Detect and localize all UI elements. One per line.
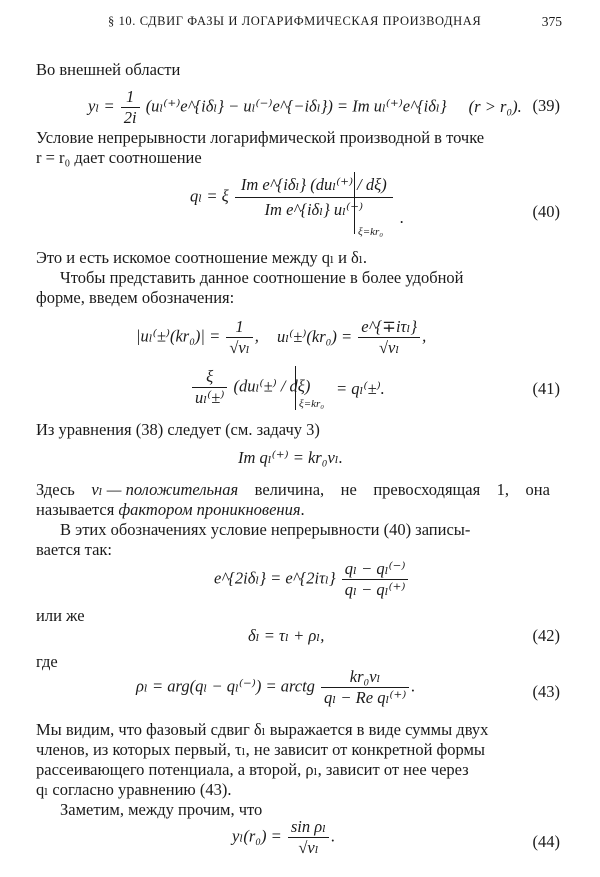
- equation-exp-relation: [214, 560, 410, 600]
- paragraph-notation-line2: форме, введем обозначения:: [36, 288, 235, 307]
- eq43-den: qₗ − Re qₗ⁽⁺⁾: [324, 687, 407, 707]
- p10a-text: Мы видим, что фазовый сдвиг δₗ выражается в виде суммы двух: [36, 720, 489, 739]
- eq44-lhs: yₗ(r₀) =: [232, 826, 282, 846]
- eq41a-left: |uₗ⁽±⁾(kr₀)| =: [136, 326, 221, 346]
- eq41a-right: uₗ⁽±⁾(kr₀) =: [276, 326, 353, 346]
- equation-41-first-line: [136, 318, 426, 358]
- eq41a-right-den: √vₗ: [378, 337, 400, 357]
- eq41b-derivative: (duₗ⁽±⁾ / dξ): [233, 376, 311, 396]
- p6a-w1: vₗ — положительная: [91, 480, 239, 499]
- eq39-lhs: yₗ =: [88, 96, 115, 116]
- eq41b-frac-num: ξ: [192, 368, 227, 388]
- paragraph-conclusion-line1: [36, 720, 550, 740]
- paragraph-notation-usage-line2: вается так:: [36, 540, 113, 559]
- paragraph-notation-usage-line1: В этих обозначениях условие непрерывности (40) записы-: [60, 520, 471, 539]
- penetration-factor-term: фактором проникновения: [118, 500, 301, 519]
- eq40-numerator: Im e^{iδₗ} (duₗ⁽⁺⁾ / dξ): [235, 174, 393, 198]
- eq44-den: √vₗ: [298, 837, 319, 857]
- eq41b-rhs: = qₗ⁽±⁾.: [336, 379, 385, 398]
- paragraph-continuity-line2: r = r₀ дает соотношение: [36, 148, 202, 167]
- paragraph-outer-region: Во внешней области: [36, 60, 181, 79]
- p6a-w5: 1,: [496, 480, 510, 499]
- eq41a-right-num: e^{∓iτₗ}: [358, 318, 420, 338]
- p10c-text: рассеивающего потенциала, а второй, ρₗ, зависит от нее через: [36, 760, 469, 779]
- equation-number-44: (44): [532, 832, 560, 851]
- eq44-dot: .: [331, 826, 336, 846]
- eq40-fraction: [235, 174, 393, 222]
- eq41b-evaluation-bar: [295, 366, 296, 410]
- equation-number-41: (41): [532, 379, 560, 398]
- eq41a-right-frac: [358, 318, 420, 358]
- p6a-w6: она: [525, 480, 550, 499]
- paragraph-note: Заметим, между прочим, что: [60, 800, 263, 819]
- eq41b-frac-den: uₗ⁽±⁾: [195, 387, 225, 407]
- paragraph-here-line2: [36, 500, 305, 520]
- equation-39: [88, 88, 522, 128]
- paragraph-or: или же: [36, 606, 85, 625]
- eq41b-frac: [192, 368, 227, 408]
- eq39-body: (uₗ⁽⁺⁾e^{iδₗ} − uₗ⁽⁻⁾e^{−iδₗ}) = Im uₗ⁽⁺⁾e^{iδₗ}: [145, 96, 447, 116]
- eq43-num: kr₀vₗ: [321, 668, 409, 688]
- p6a-w2: величина,: [254, 480, 325, 499]
- equation-42: δₗ = τₗ + ρₗ,: [248, 626, 325, 645]
- paragraph-notation-line1: Чтобы представить данное соотношение в более удобной: [60, 268, 464, 287]
- paragraph-continuity-line1: [36, 128, 550, 148]
- page-number: 375: [541, 14, 562, 29]
- p6a-w3: не: [340, 480, 357, 499]
- paragraph-conclusion-line4: qₗ согласно уравнению (43).: [36, 780, 232, 799]
- eq-exp-frac: [342, 560, 409, 600]
- equation-41-second-line: [190, 368, 310, 408]
- paragraph-conclusion-line3: [36, 760, 550, 780]
- equation-40: [190, 174, 395, 222]
- eq-exp-den: qₗ − qₗ⁽⁺⁾: [344, 579, 406, 599]
- paragraph-conclusion-line2: [36, 740, 550, 760]
- eq39-frac-den: 2i: [123, 107, 137, 127]
- paragraph-relation: Это и есть искомое соотношение между qₗ и δₗ.: [36, 248, 367, 267]
- paragraph-from-38: Из уравнения (38) следует (см. задачу 3): [36, 420, 320, 439]
- eq-exp-num: qₗ − qₗ⁽⁻⁾: [342, 560, 409, 580]
- equation-43: [136, 668, 415, 708]
- running-header: § 10. СДВИГ ФАЗЫ И ЛОГАРИФМИЧЕСКАЯ ПРОИЗВОДНАЯ: [108, 14, 482, 28]
- eq43-dot: .: [411, 676, 416, 696]
- p10b-text: членов, из которых первый, τₗ, не зависит от конкретной формы: [36, 740, 486, 759]
- p2a-text: Условие непрерывности логарифмической производной в точке: [36, 128, 485, 147]
- eq-exp-lhs: e^{2iδₗ} = e^{2iτₗ}: [214, 568, 336, 588]
- eq39-frac-num: 1: [121, 88, 140, 108]
- equation-44: [232, 818, 335, 858]
- p6b-post: .: [300, 500, 305, 519]
- p6a-w4: превосходящая: [373, 480, 481, 499]
- eq41b-evaluation-point: ξ=kr₀: [299, 398, 325, 410]
- eq44-frac: [288, 818, 329, 858]
- eq44-num: sin ρₗ: [288, 818, 329, 838]
- eq39-condition: (r > r₀).: [468, 96, 522, 116]
- eq40-dot: .: [400, 208, 405, 227]
- eq40-lhs: qₗ = ξ: [190, 186, 229, 206]
- paragraph-here-line1: [36, 480, 550, 500]
- equation-number-42: (42): [532, 626, 560, 645]
- paragraph-where: где: [36, 652, 58, 671]
- equation-number-43: (43): [532, 682, 560, 701]
- eq43-lhs: ρₗ = arg(qₗ − qₗ⁽⁻⁾) = arctg: [136, 676, 315, 696]
- eq40-denominator: Im e^{iδₗ} uₗ⁽⁺⁾: [264, 199, 363, 219]
- equation-number-39: (39): [532, 96, 560, 115]
- eq40-evaluation-bar: [354, 172, 355, 234]
- eq39-fraction: [121, 88, 140, 128]
- eq41a-frac-den: √vₗ: [229, 337, 250, 357]
- eq41a-end: ,: [422, 326, 427, 346]
- eq41a-comma: ,: [254, 326, 259, 346]
- equation-im-q: Im qₗ⁽⁺⁾ = kr₀vₗ.: [238, 448, 343, 467]
- equation-number-40: (40): [532, 202, 560, 221]
- eq41a-frac: [226, 318, 252, 358]
- eq43-frac: [321, 668, 409, 708]
- p6b-pre: называется: [36, 500, 119, 519]
- eq41a-frac-num: 1: [226, 318, 252, 338]
- eq40-evaluation-point: ξ=kr₀: [358, 226, 384, 238]
- p6a-w0: Здесь: [36, 480, 75, 499]
